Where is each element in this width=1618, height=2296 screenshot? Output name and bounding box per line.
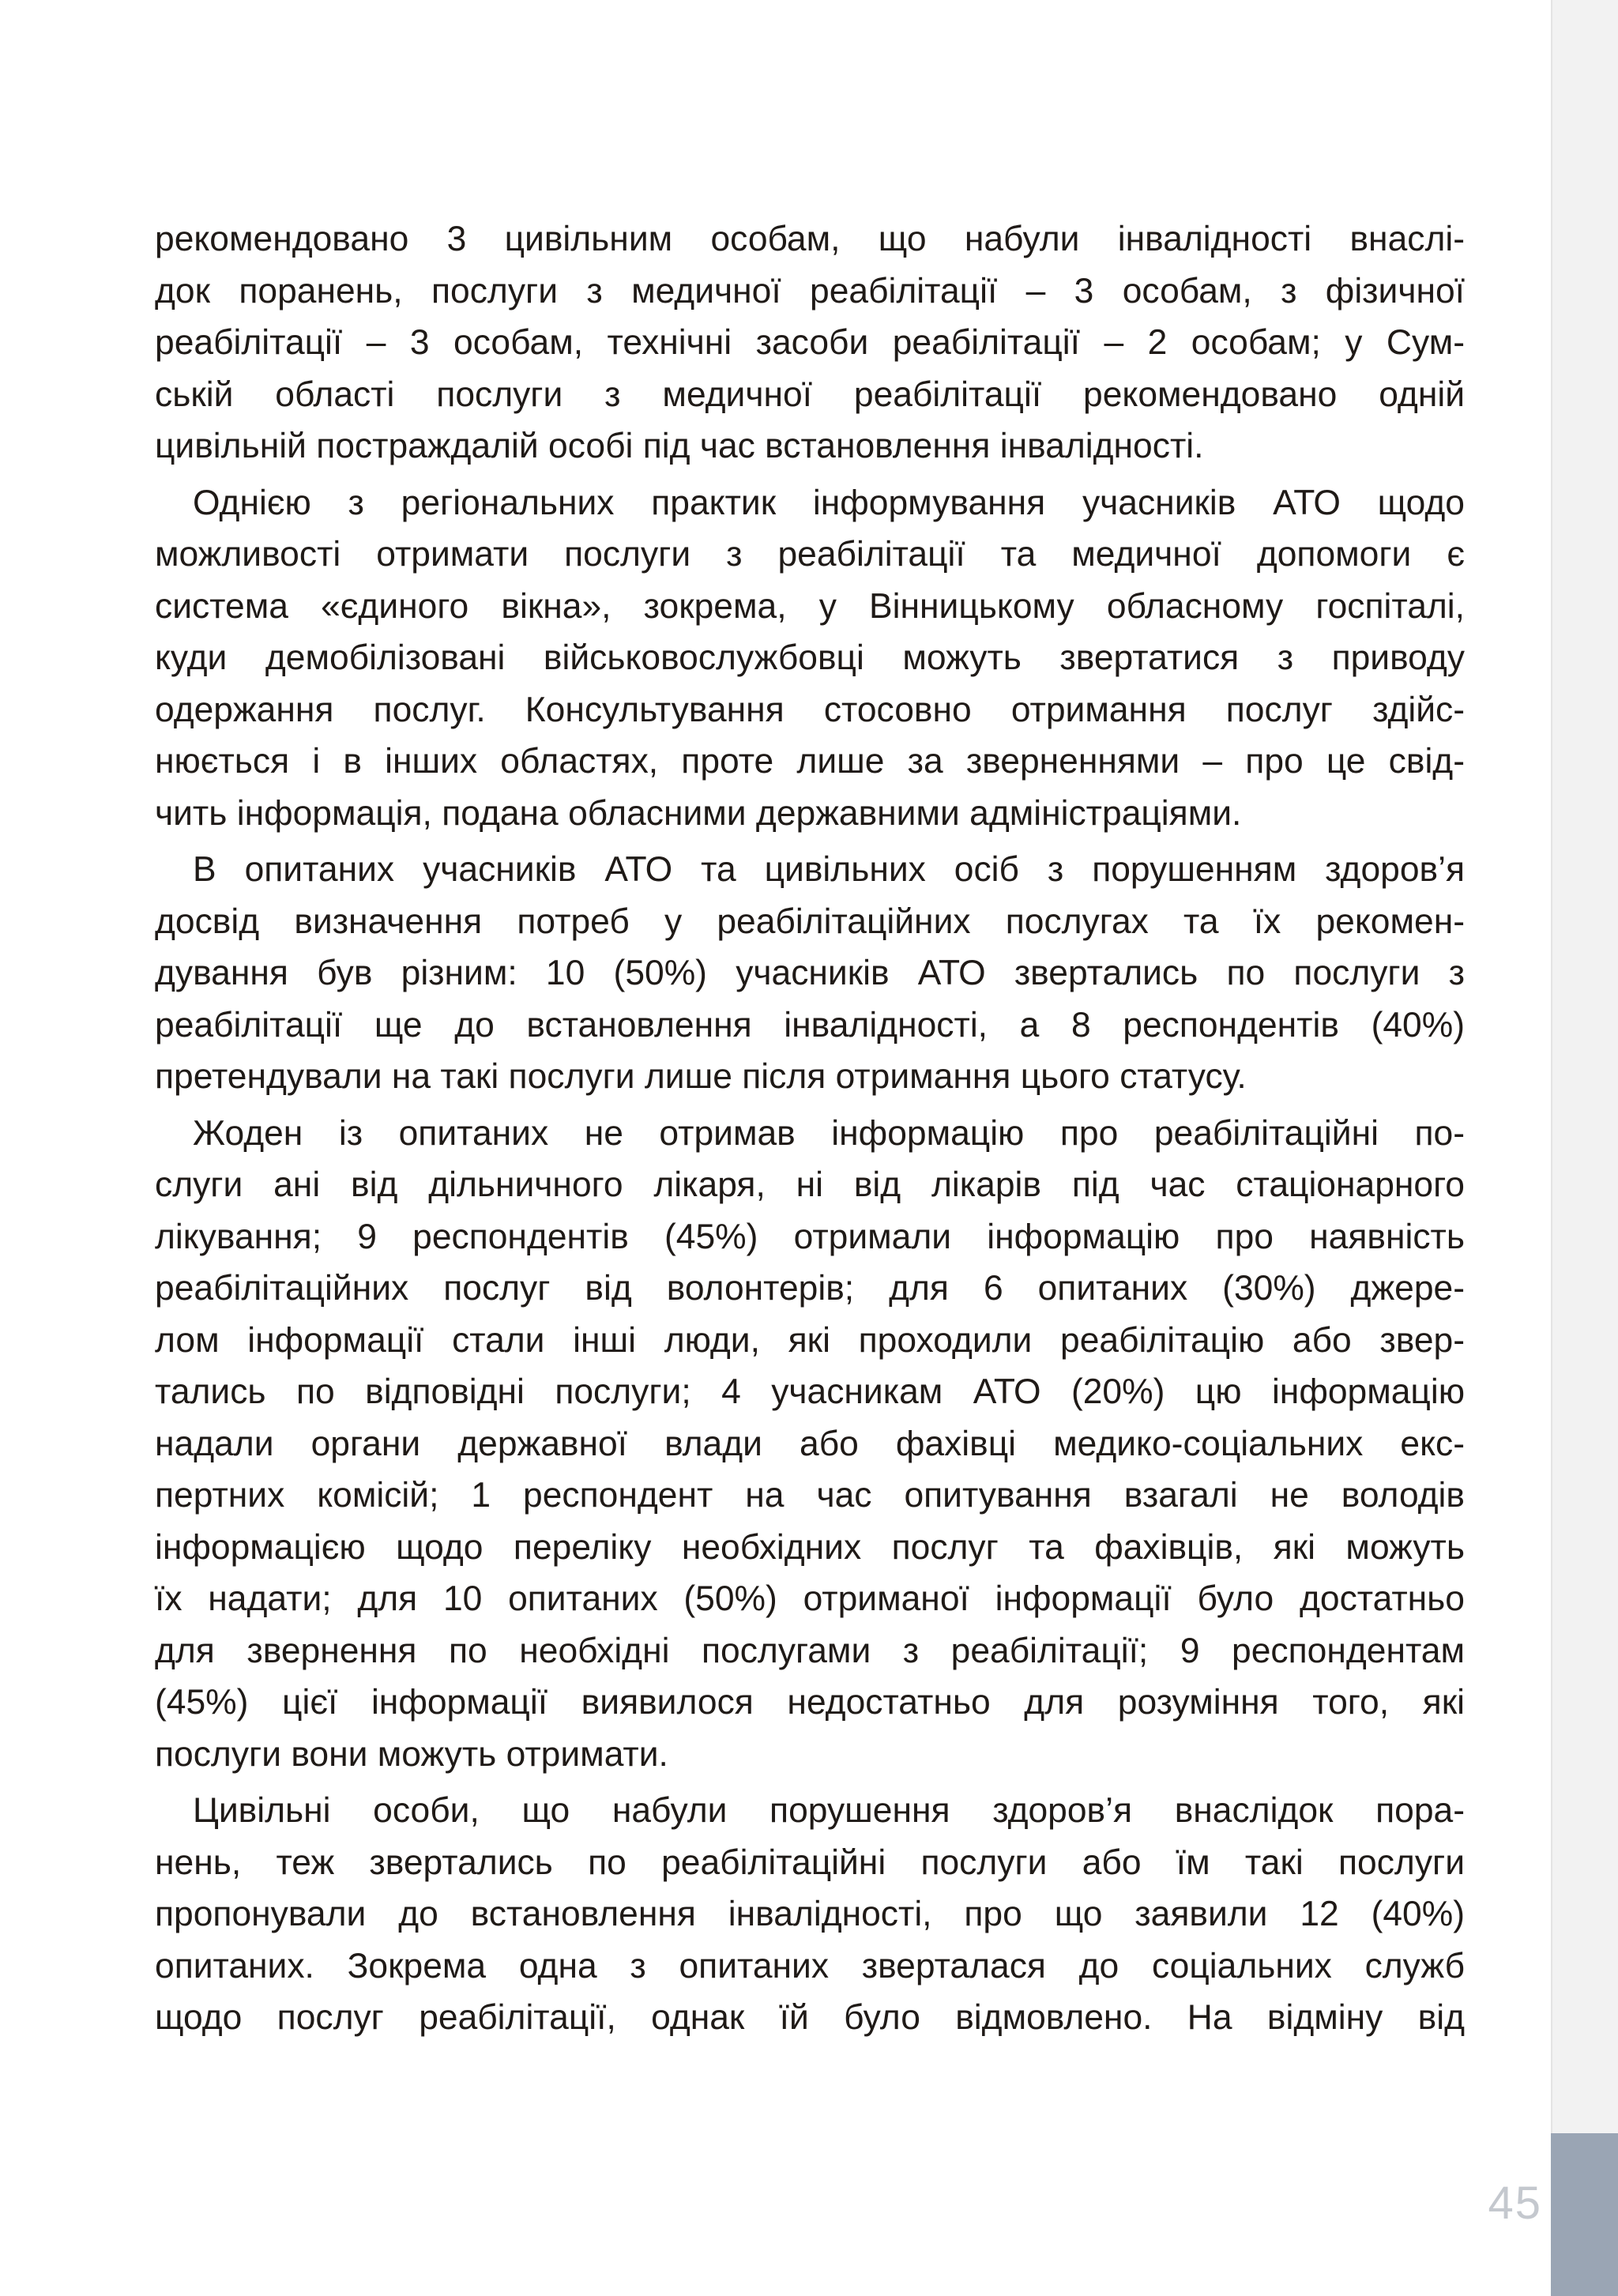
text-line: цивільній постраждалій особі під час встановлення інвалідності. [155, 427, 1204, 465]
page-number: 45 [1488, 2177, 1542, 2229]
text-line: лом інформації стали інші люди, які проходили реабілітацію або звер- [155, 1320, 1465, 1360]
paragraph [155, 1108, 1465, 1781]
paragraph [155, 477, 1465, 840]
text-line: для звернення по необхідні послугами з реабілітації; 9 респондентам [155, 1631, 1465, 1670]
page-tab-marker [1551, 2133, 1618, 2296]
text-line: можливості отримати послуги з реабілітації та медичної допомоги є [155, 535, 1465, 574]
text-line: опитаних. Зокрема одна з опитаних зверталася до соціальних служб [155, 1946, 1465, 1985]
paragraph [155, 1785, 1465, 2044]
text-line: їх надати; для 10 опитаних (50%) отриманої інформації було достатньо [155, 1579, 1465, 1618]
text-line: Жоден із опитаних не отримав інформацію про реабілітаційні по- [193, 1113, 1465, 1153]
text-line: пертних комісій; 1 респондент на час опитування взагалі не володів [155, 1476, 1465, 1515]
text-line: система «єдиного вікна», зокрема, у Вінницькому обласному госпіталі, [155, 586, 1465, 626]
page-edge-strip [1551, 0, 1618, 2296]
text-line: претендували на такі послуги лише після отримання цього статусу. [155, 1057, 1247, 1096]
text-line: одержання послуг. Консультування стосовно отримання послуг здійс- [155, 690, 1465, 729]
text-line: інформацією щодо переліку необхідних послуг та фахівців, які можуть [155, 1527, 1465, 1567]
paragraph [155, 844, 1465, 1103]
text-line: тались по відповідні послуги; 4 учасникам АТО (20%) цю інформацію [155, 1372, 1465, 1411]
text-line: В опитаних учасників АТО та цивільних осіб з порушенням здоров’я [193, 850, 1465, 889]
text-line: реабілітації ще до встановлення інвалідності, а 8 респондентів (40%) [155, 1005, 1465, 1044]
text-line: реабілітації – 3 особам, технічні засоби реабілітації – 2 особам; у Сум- [155, 323, 1465, 362]
text-line: чить інформація, подана обласними державними адміністраціями. [155, 793, 1242, 833]
text-line: надали органи державної влади або фахівці медико-соціальних екс- [155, 1424, 1465, 1463]
text-line: реабілітаційних послуг від волонтерів; для 6 опитаних (30%) джере- [155, 1269, 1465, 1308]
text-line: нень, теж звертались по реабілітаційні послуги або їм такі послуги [155, 1842, 1465, 1882]
text-line: док поранень, послуги з медичної реабілітації – 3 особам, з фізичної [155, 271, 1465, 311]
text-line: куди демобілізовані військовослужбовці можуть звертатися з приводу [155, 638, 1465, 677]
document-body [155, 213, 1465, 2044]
text-line: слуги ані від дільничного лікаря, ні від лікарів під час стаціонарного [155, 1165, 1465, 1204]
text-line: досвід визначення потреб у реабілітаційних послугах та їх рекомен- [155, 901, 1465, 941]
text-line: нюється і в інших областях, проте лише за зверненнями – про це свід- [155, 742, 1465, 781]
paragraph [155, 213, 1465, 472]
text-line: дування був різним: 10 (50%) учасників АТО звертались по послуги з [155, 954, 1465, 992]
text-line: щодо послуг реабілітації, однак їй було відмовлено. На відміну від [155, 1998, 1465, 2037]
text-line: лікування; 9 респондентів (45%) отримали інформацію про наявність [155, 1217, 1465, 1256]
text-line: пропонували до встановлення інвалідності, про що заявили 12 (40%) [155, 1895, 1465, 1933]
text-line: рекомендовано 3 цивільним особам, що набули інвалідності внаслі- [155, 220, 1465, 258]
text-line: послуги вони можуть отримати. [155, 1734, 668, 1774]
text-line: (45%) цієї інформації виявилося недостатньо для розуміння того, які [155, 1683, 1465, 1722]
text-line: ській області послуги з медичної реабілітації рекомендовано одній [155, 375, 1465, 414]
text-line: Цивільні особи, що набули порушення здоров’я внаслідок пора- [193, 1791, 1465, 1830]
text-line: Однією з регіональних практик інформування учасників АТО щодо [193, 483, 1465, 522]
